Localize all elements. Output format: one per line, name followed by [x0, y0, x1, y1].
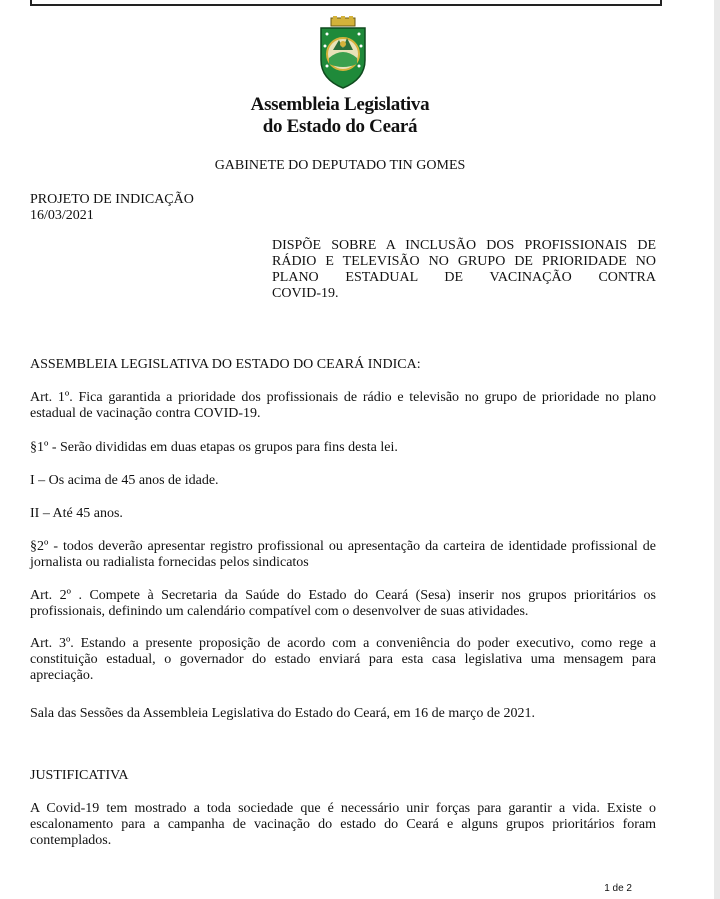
indica-heading: ASSEMBLEIA LEGISLATIVA DO ESTADO DO CEARÁ INDICA: [30, 357, 421, 372]
page-shadow [714, 0, 720, 899]
ementa-line: COVID-19. [272, 286, 339, 301]
ementa-line: PLANO ESTADUAL DE VACINAÇÃO CONTRA [272, 270, 656, 285]
state-coat-of-arms-icon [313, 16, 373, 90]
cabinet-name: GABINETE DO DEPUTADO TIN GOMES [214, 158, 466, 173]
justification-heading: JUSTIFICATIVA [30, 768, 129, 783]
document-type: PROJETO DE INDICAÇÃO [30, 192, 194, 207]
article-3: Art. 3º. Estando a presente proposição de acordo com a conveniência do poder executivo, como rege a constituição estadual, o governador do estado enviará para esta casa legislativa uma mensagem para apreciação. [30, 636, 656, 683]
page-frame-edge [30, 0, 662, 6]
paragraph-2: §2º - todos deverão apresentar registro profissional ou apresentação da carteira de identidade profissional de jornalista ou radialista fornecidas pelos sindicatos [30, 539, 656, 570]
item-2: II – Até 45 anos. [30, 506, 123, 521]
assembly-title-line1: Assembleia Legislativa [250, 94, 430, 115]
article-2: Art. 2º . Compete à Secretaria da Saúde do Estado do Ceará (Sesa) inserir nos grupos prioritários os profissionais, definindo um calendário compatível com o desenvolver de suas atividades. [30, 588, 656, 619]
item-1: I – Os acima de 45 anos de idade. [30, 473, 219, 488]
document-date: 16/03/2021 [30, 208, 94, 223]
assembly-title-line2: do Estado do Ceará [262, 116, 418, 137]
session-room-note: Sala das Sessões da Assembleia Legislativa do Estado do Ceará, em 16 de março de 2021. [30, 706, 536, 721]
paragraph-1: §1º - Serão divididas em duas etapas os grupos para fins desta lei. [30, 440, 398, 455]
ementa [272, 238, 656, 302]
ementa-line: DISPÕE SOBRE A INCLUSÃO DOS PROFISSIONAIS DE [272, 238, 656, 253]
page-number: 1 de 2 [604, 883, 632, 894]
article-1: Art. 1º. Fica garantida a prioridade dos profissionais de rádio e televisão no grupo de prioridade no plano estadual de vacinação contra COVID-19. [30, 390, 656, 421]
ementa-line: RÁDIO E TELEVISÃO NO GRUPO DE PRIORIDADE NO [272, 254, 656, 269]
justification-text: A Covid-19 tem mostrado a toda sociedade que é necessário unir forças para garantir a vida. Existe o escalonamento para a campanha de vacinação do estado do Ceará e alguns grupos prioritários foram contemplados. [30, 801, 656, 848]
